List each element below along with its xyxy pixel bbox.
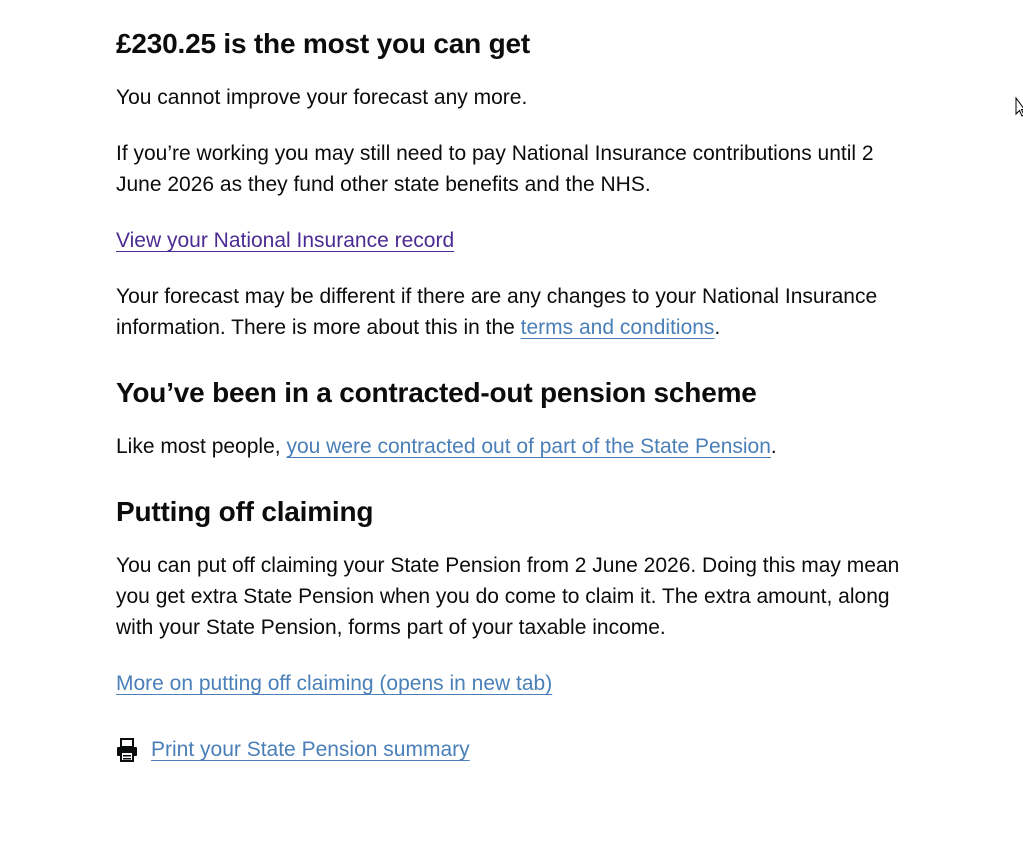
ni-record-paragraph: [116, 225, 916, 256]
more-putting-off-link[interactable]: More on putting off claiming (opens in new tab): [116, 672, 553, 695]
contracted-out-link[interactable]: you were contracted out of part of the State Pension: [286, 435, 771, 458]
forecast-different-text: [116, 281, 916, 343]
contracted-out-heading: You’ve been in a contracted-out pension scheme: [116, 377, 757, 408]
forecast-different-text-end: .: [714, 316, 721, 339]
putting-off-heading: Putting off claiming: [116, 496, 374, 527]
mouse-cursor-icon: [1015, 97, 1023, 117]
forecast-heading: £230.25 is the most you can get: [116, 28, 530, 59]
print-summary-row: [116, 734, 916, 765]
main-content: [116, 24, 916, 765]
cannot-improve-text: You cannot improve your forecast any more.: [116, 86, 528, 109]
forecast-different-text-start: Your forecast may be different if there are any changes to your National Insurance information. There is more about this in the: [116, 285, 878, 339]
printer-icon[interactable]: [116, 738, 138, 762]
working-contributions-text: If you’re working you may still need to pay National Insurance contributions until 2 June 2026 as they fund other state benefits and the NHS.: [116, 142, 874, 196]
putting-off-link-paragraph: [116, 668, 916, 699]
contracted-out-text-start: Like most people,: [116, 435, 287, 458]
view-ni-record-link[interactable]: View your National Insurance record: [116, 229, 455, 252]
contracted-out-text: [116, 431, 916, 462]
print-link-paragraph: [151, 734, 470, 765]
putting-off-text: You can put off claiming your State Pension from 2 June 2026. Doing this may mean you get extra State Pension when you do come to claim it. The extra amount, along with your State Pension, forms part of your taxable income.: [116, 554, 900, 639]
print-summary-link[interactable]: Print your State Pension summary: [151, 738, 470, 761]
terms-and-conditions-link[interactable]: terms and conditions: [520, 316, 715, 339]
contracted-out-text-end: .: [770, 435, 777, 458]
